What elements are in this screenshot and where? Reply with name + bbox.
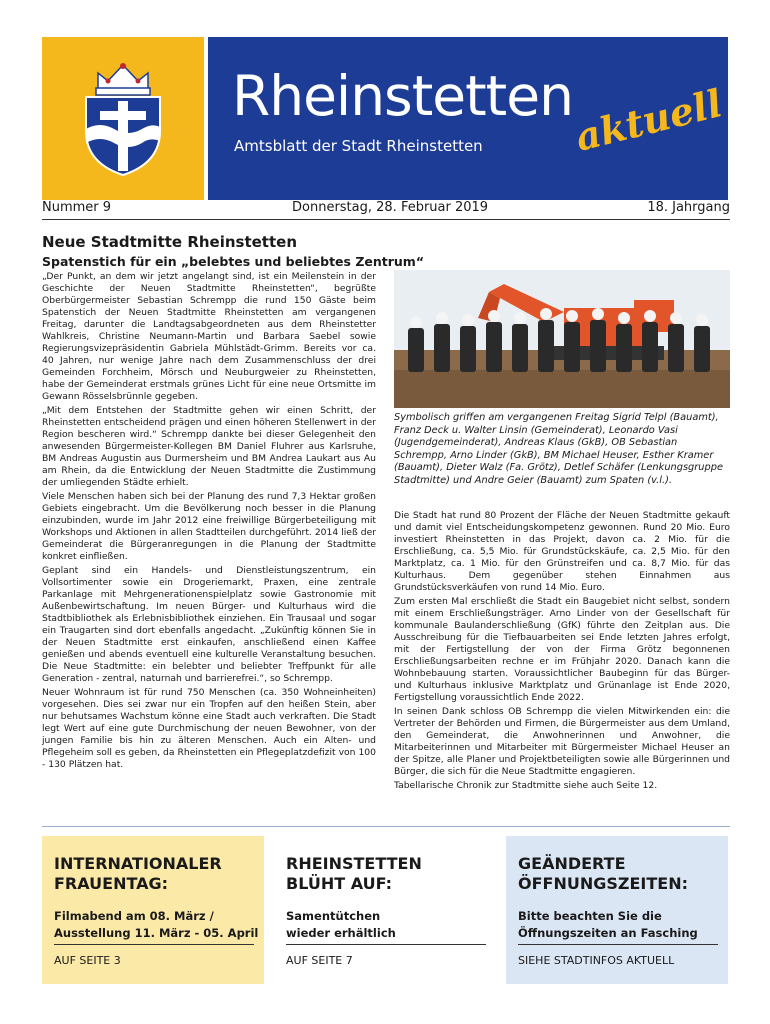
article-paragraph: Neuer Wohnraum ist für rund 750 Menschen (ca. 350 Wohneinheiten) vorgesehen. Dies sei zwar nur ein Tropfen auf den heißen Stein, aber nur behutsames Wachstum könne eine Stadt auch verkraften. Die Stadt legt Wert auf eine gute Durchmischung der neuen Bewohner, von der jungen Familie bis hin zu älteren Menschen. Auch ein Alten- und Pflegeheim soll es geben, da Rheinstetten ein Pflegeplatzdefizit von 100 - 130 Plätzen hat.	[42, 687, 376, 770]
teaser-text: Samentütchen	[286, 909, 381, 923]
article-paragraph: Die Stadt hat rund 80 Prozent der Fläche der Neuen Stadtmitte gekauft und damit viel Entscheidungskompetenz gewonnen. Rund 20 Mio. Euro investiert Rheinstetten in das Projekt, davon ca. 2 Mio. für die Erschließung, ca. 5,5 Mio. für Grundstückskäufe, ca. 2,5 Mio. für den Marktplatz, ca. 1 Mio. für den Grünstreifen und ca. 8,7 Mio. für das Kulturhaus. Dem gegenüber stehen Einnahmen aus Grundstücksverkäufen von rund 14 Mio. Euro.	[394, 510, 730, 593]
teaser-frauentag[interactable]	[42, 836, 264, 984]
divider	[42, 219, 730, 220]
article-paragraph: Viele Menschen haben sich bei der Planung des rund 7,3 Hektar großen Gebiets eingebracht. Um die Bevölkerung noch besser in die Planung einzubinden, wurde im Jahr 2012 eine freiwillige Bürgerbeteiligung mit Workshops und Aktionen in allen Stadtteilen durchgeführt. 2014 ließ der Gemeinderat die Bürgeranregungen in die Planung der Stadtmitte konkret einfließen.	[42, 491, 376, 562]
issue-info-bar	[42, 197, 730, 219]
article-right-column	[394, 510, 730, 794]
article-paragraph: In seinen Dank schloss OB Schrempp die vielen Mitwirkenden ein: die Vertreter der Behörden und Firmen, die Bürgermeister aus dem Umland, den Gemeinderat, die Anwohnerinnen und Anwohner, die Mitarbeiterinnen und Mitarbeiter mit Bürgermeister Michael Heuser an der Spitze, alle Planer und Projektbeteiligten sowie alle Bürgerinnen und Bürger, die sich für die Neue Stadtmitte engagieren.	[394, 706, 730, 777]
teaser-page-link[interactable]: SIEHE STADTINFOS AKTUELL	[518, 954, 675, 967]
city-coat-of-arms-icon	[80, 59, 166, 179]
issue-volume: 18. Jahrgang	[647, 200, 730, 215]
masthead-title-suffix: aktuell	[570, 80, 727, 160]
article-paragraph: Tabellarische Chronik zur Stadtmitte siehe auch Seite 12.	[394, 780, 658, 791]
article-paragraph: „Der Punkt, an dem wir jetzt angelangt sind, ist ein Meilenstein in der Geschichte der Neuen Stadtmitte Rheinstetten“, begrüßte Oberbürgermeister Sebastian Schrempp die rund 150 Gäste beim Spatenstich der Neuen Stadtmitte Rheinstetten am vergangenen Freitag, darunter die Landtagsabgeordneten aus dem Rheinstetter Wahlkreis, Christine Neumann-Martin und Barbara Saebel sowie Regierungsvizepräsidentin Gabriela Mühlstädt-Grimm. Bereits vor ca. 40 Jahren, nur wenige Jahre nach dem Zusammenschluss der drei Gemeinden Forchheim, Mörsch und Neuburgweier zu Rheinstetten, habe der Gemeinderat erstmals grünes Licht für eine neue Ortsmitte im Gewann Rösselsbrünnle gegeben.	[42, 271, 376, 402]
article-subheadline: Spatenstich für ein „belebtes und beliebtes Zentrum“	[42, 254, 425, 269]
teaser-text: wieder erhältlich	[286, 926, 396, 940]
issue-date: Donnerstag, 28. Februar 2019	[292, 200, 489, 215]
teaser-title: GEÄNDERTE	[518, 854, 626, 873]
teaser-text: Ausstellung 11. März - 05. April	[54, 926, 259, 940]
teaser-title: RHEINSTETTEN	[286, 854, 422, 873]
divider	[54, 944, 254, 945]
teaser-rheinstetten-blueht[interactable]	[274, 836, 496, 984]
groundbreaking-photo	[394, 270, 730, 408]
divider	[42, 826, 730, 827]
article-paragraph: Geplant sind ein Handels- und Dienstleistungszentrum, ein Vollsortimenter sowie ein Drogeriemarkt, Praxen, eine zentrale Parkanlage mit Mehrgenerationenspielplatz sowie Gastronomie mit Außenbewirtschaftung. Im neuen Bürger- und Kulturhaus wird die Stadtbibliothek als Erlebnisbibliothek einziehen. Ein Trausaal und sogar ein Traugarten sind dort ebenfalls angedacht. „Zukünftig können Sie in der Neuen Stadtmitte erst einkaufen, anschließend einen Kaffee genießen und abends eventuell eine kulturelle Veranstaltung besuchen. Die Neue Stadtmitte: ein belebter und beliebter Treffpunkt für alle Generation - zentral, naturnah und barrierefrei.“, so Schrempp.	[42, 565, 376, 684]
photo-image	[394, 270, 730, 408]
photo-caption: Symbolisch griffen am vergangenen Freitag Sigrid Telpl (Bauamt), Franz Deck u. Walter Linsin (Gemeinderat), Leonardo Vasi (Jugendgemeinderat), Andreas Klaus (GkB), OB Sebastian Schrempp, Arno Linder (GkB), BM Michael Heuser, Esther Kramer (Bauamt), Dieter Walz (Fa. Grötz), Detlef Schäfer (Lenkungsgruppe Stadtmitte) und Andre Geier (Bauamt) zum Spaten (v.l.).	[394, 412, 723, 486]
teaser-title: ÖFFNUNGSZEITEN:	[518, 874, 689, 893]
teaser-page-link[interactable]: AUF SEITE 3	[54, 954, 121, 967]
teaser-title: FRAUENTAG:	[54, 874, 169, 893]
teaser-text: Filmabend am 08. März /	[54, 909, 214, 923]
divider	[286, 944, 486, 945]
teaser-title: INTERNATIONALER	[54, 854, 222, 873]
issue-number: Nummer 9	[42, 200, 112, 215]
masthead-title: Rheinstetten	[232, 64, 573, 128]
article-headline: Neue Stadtmitte Rheinstetten	[42, 233, 297, 251]
masthead-title-panel	[208, 37, 728, 200]
article-left-column	[42, 271, 376, 773]
article-paragraph: „Mit dem Entstehen der Stadtmitte gehen wir einen Schritt, der Rheinstetten entscheidend prägen und einen höheren Stellenwert in der Region bescheren wird.“ Schrempp dankte bei dieser Gelegenheit den anwesenden Bürgermeister-Kollegen BM Daniel Fluhrer aus Karlsruhe, BM Andreas Augustin aus Durmersheim und BM Andrea Laukart aus Au am Rhein, da die Entwicklung der Neuen Stadtmitte die Zustimmung der umliegenden Städte erhielt.	[42, 405, 376, 488]
teaser-text: Bitte beachten Sie die	[518, 909, 662, 923]
article-paragraph: Zum ersten Mal erschließt die Stadt ein Baugebiet nicht selbst, sondern mit einem Erschließungsträger. Arno Linder von der Gesellschaft für kommunale Baulanderschließung (GfK) führte den Zeitplan aus. Die Ausschreibung für die Tiefbauarbeiten sei Ende letzten Jahres erfolgt, mit der Fertigstellung der von der Firma Grötz begonnenen Erschließungsarbeiten rechne er im Frühjahr 2020. Danach kann die Wohnbebauung starten. Voraussichtlicher Baubeginn für das Bürger- und Kulturhaus inklusive Marktplatz und Grünanlage ist Ende 2020, Fertigstellung voraussichtlich Ende 2022.	[394, 596, 730, 703]
teaser-oeffnungszeiten[interactable]	[506, 836, 728, 984]
masthead-subtitle: Amtsblatt der Stadt Rheinstetten	[234, 137, 483, 155]
teaser-title: BLÜHT AUF:	[286, 874, 393, 893]
teaser-page-link[interactable]: AUF SEITE 7	[286, 954, 353, 967]
divider	[518, 944, 718, 945]
teaser-text: Öffnungszeiten an Fasching	[518, 926, 698, 940]
masthead-crest-panel	[42, 37, 204, 200]
